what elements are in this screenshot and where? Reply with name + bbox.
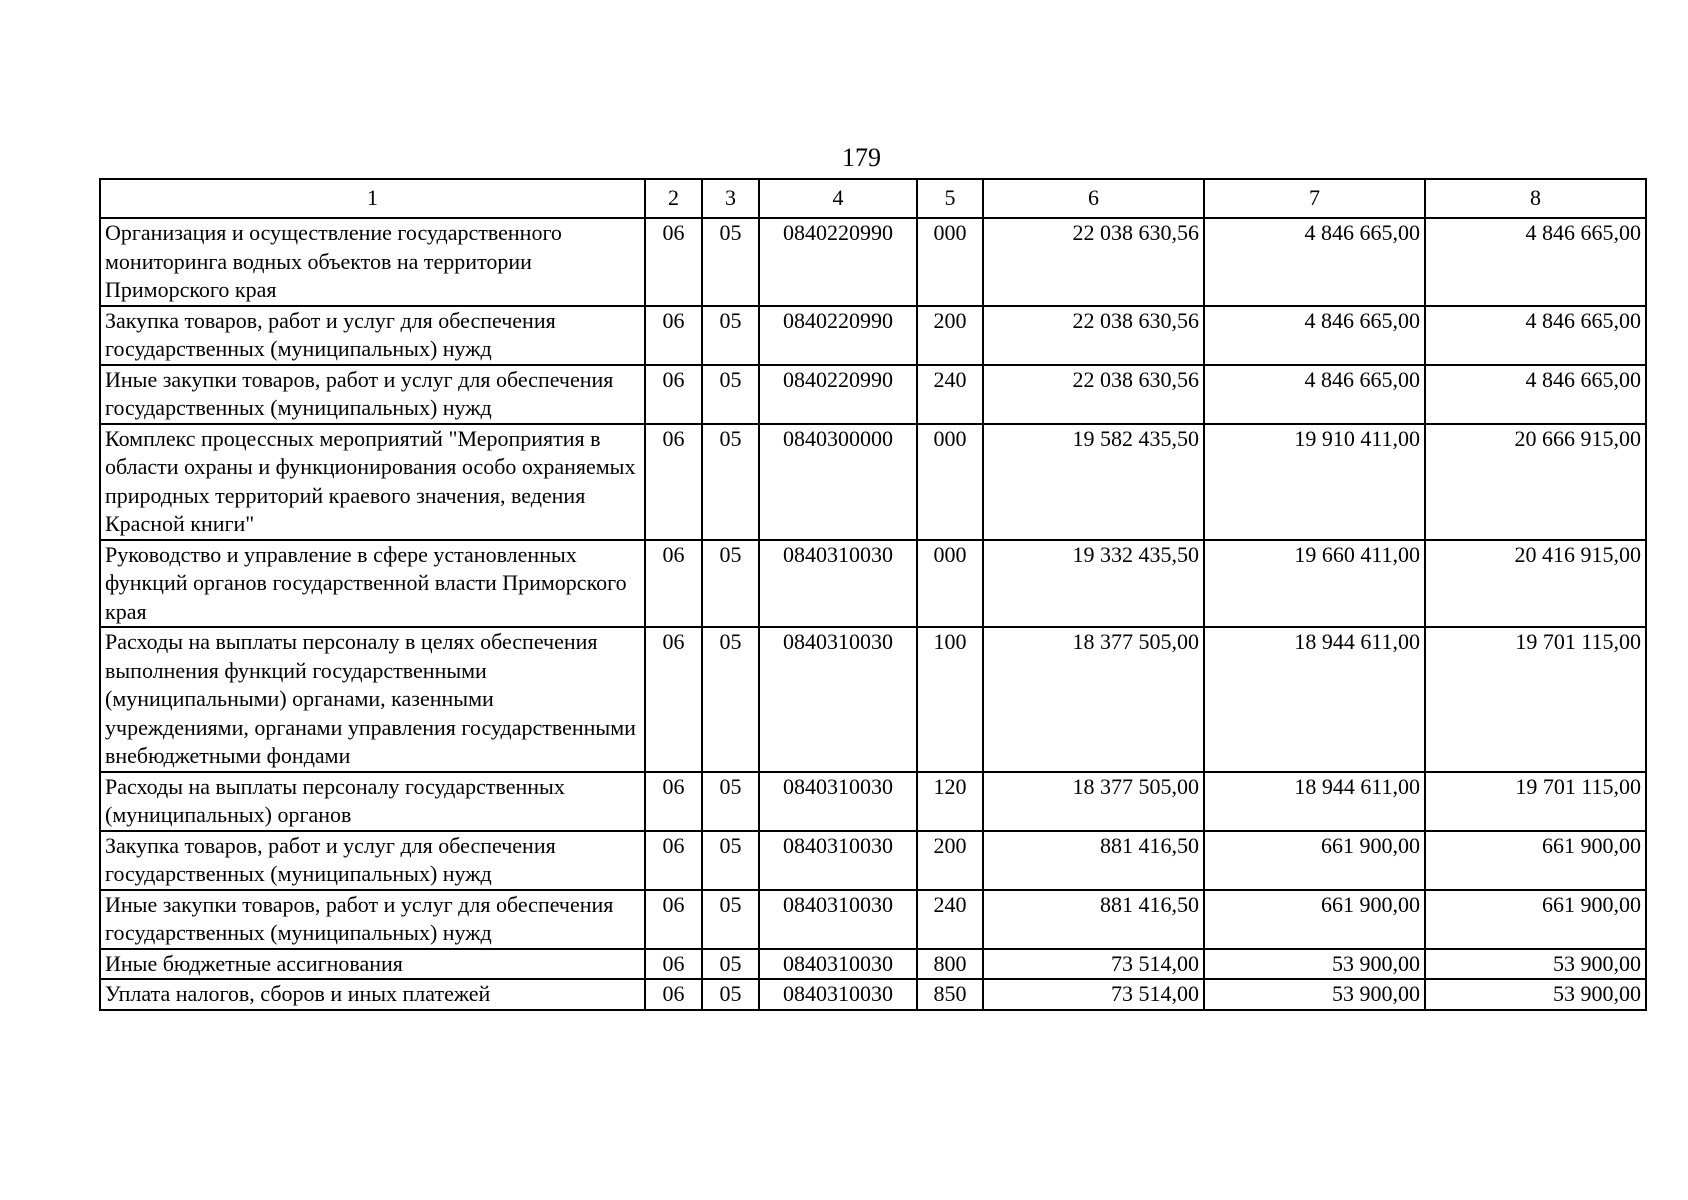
expense-type-cell: 000 xyxy=(917,218,983,306)
subsection-code-cell: 05 xyxy=(702,890,759,949)
amount-col-7-cell: 4 846 665,00 xyxy=(1204,306,1425,365)
subsection-code-cell: 05 xyxy=(702,306,759,365)
section-code-cell: 06 xyxy=(645,218,702,306)
section-code-cell: 06 xyxy=(645,365,702,424)
amount-col-7-cell: 661 900,00 xyxy=(1204,890,1425,949)
table-row xyxy=(100,627,1646,772)
section-code-cell: 06 xyxy=(645,540,702,628)
section-code-cell: 06 xyxy=(645,627,702,772)
table-row xyxy=(100,306,1646,365)
subsection-code-cell: 05 xyxy=(702,627,759,772)
target-article-cell: 0840300000 xyxy=(759,424,917,540)
header-col-7: 7 xyxy=(1204,179,1425,218)
amount-col-8-cell: 661 900,00 xyxy=(1425,890,1646,949)
amount-col-6-cell: 22 038 630,56 xyxy=(983,218,1204,306)
table-row xyxy=(100,772,1646,831)
amount-col-6-cell: 22 038 630,56 xyxy=(983,306,1204,365)
section-code-cell: 06 xyxy=(645,306,702,365)
expense-type-cell: 120 xyxy=(917,772,983,831)
target-article-cell: 0840310030 xyxy=(759,890,917,949)
header-col-4: 4 xyxy=(759,179,917,218)
expense-type-cell: 100 xyxy=(917,627,983,772)
amount-col-7-cell: 18 944 611,00 xyxy=(1204,627,1425,772)
target-article-cell: 0840310030 xyxy=(759,772,917,831)
row-name-cell: Организация и осуществление государственного мониторинга водных объектов на территории Приморского края xyxy=(100,218,645,306)
subsection-code-cell: 05 xyxy=(702,772,759,831)
row-name-cell: Руководство и управление в сфере установленных функций органов государственной власти Приморского края xyxy=(100,540,645,628)
table-row xyxy=(100,540,1646,628)
amount-col-6-cell: 22 038 630,56 xyxy=(983,365,1204,424)
header-col-6: 6 xyxy=(983,179,1204,218)
subsection-code-cell: 05 xyxy=(702,979,759,1010)
target-article-cell: 0840310030 xyxy=(759,949,917,980)
table-row xyxy=(100,831,1646,890)
target-article-cell: 0840310030 xyxy=(759,831,917,890)
amount-col-6-cell: 19 582 435,50 xyxy=(983,424,1204,540)
expense-type-cell: 800 xyxy=(917,949,983,980)
amount-col-6-cell: 73 514,00 xyxy=(983,949,1204,980)
amount-col-8-cell: 20 666 915,00 xyxy=(1425,424,1646,540)
subsection-code-cell: 05 xyxy=(702,218,759,306)
amount-col-7-cell: 661 900,00 xyxy=(1204,831,1425,890)
row-name-cell: Расходы на выплаты персоналу в целях обеспечения выполнения функций государственными (муниципальными) органами, казенными учреждениями, органами управления государственными внебюджетными фондами xyxy=(100,627,645,772)
expense-type-cell: 200 xyxy=(917,831,983,890)
subsection-code-cell: 05 xyxy=(702,949,759,980)
amount-col-7-cell: 4 846 665,00 xyxy=(1204,218,1425,306)
target-article-cell: 0840310030 xyxy=(759,979,917,1010)
table-body xyxy=(100,218,1646,1010)
section-code-cell: 06 xyxy=(645,979,702,1010)
amount-col-6-cell: 881 416,50 xyxy=(983,831,1204,890)
subsection-code-cell: 05 xyxy=(702,831,759,890)
header-col-2: 2 xyxy=(645,179,702,218)
amount-col-8-cell: 4 846 665,00 xyxy=(1425,365,1646,424)
table-row xyxy=(100,218,1646,306)
expense-type-cell: 000 xyxy=(917,540,983,628)
budget-table xyxy=(99,178,1647,1011)
row-name-cell: Закупка товаров, работ и услуг для обеспечения государственных (муниципальных) нужд xyxy=(100,831,645,890)
subsection-code-cell: 05 xyxy=(702,365,759,424)
row-name-cell: Расходы на выплаты персоналу государственных (муниципальных) органов xyxy=(100,772,645,831)
amount-col-8-cell: 4 846 665,00 xyxy=(1425,218,1646,306)
row-name-cell: Иные закупки товаров, работ и услуг для обеспечения государственных (муниципальных) нужд xyxy=(100,365,645,424)
amount-col-7-cell: 53 900,00 xyxy=(1204,949,1425,980)
amount-col-7-cell: 53 900,00 xyxy=(1204,979,1425,1010)
amount-col-6-cell: 19 332 435,50 xyxy=(983,540,1204,628)
amount-col-8-cell: 20 416 915,00 xyxy=(1425,540,1646,628)
section-code-cell: 06 xyxy=(645,424,702,540)
header-col-8: 8 xyxy=(1425,179,1646,218)
table-row xyxy=(100,949,1646,980)
page-number: 179 xyxy=(842,143,881,172)
table-row xyxy=(100,424,1646,540)
row-name-cell: Иные бюджетные ассигнования xyxy=(100,949,645,980)
table-row xyxy=(100,365,1646,424)
amount-col-8-cell: 19 701 115,00 xyxy=(1425,772,1646,831)
table-row xyxy=(100,979,1646,1010)
section-code-cell: 06 xyxy=(645,890,702,949)
amount-col-6-cell: 18 377 505,00 xyxy=(983,772,1204,831)
row-name-cell: Закупка товаров, работ и услуг для обеспечения государственных (муниципальных) нужд xyxy=(100,306,645,365)
target-article-cell: 0840220990 xyxy=(759,218,917,306)
amount-col-7-cell: 4 846 665,00 xyxy=(1204,365,1425,424)
expense-type-cell: 850 xyxy=(917,979,983,1010)
subsection-code-cell: 05 xyxy=(702,424,759,540)
table-row xyxy=(100,890,1646,949)
section-code-cell: 06 xyxy=(645,831,702,890)
row-name-cell: Уплата налогов, сборов и иных платежей xyxy=(100,979,645,1010)
section-code-cell: 06 xyxy=(645,772,702,831)
amount-col-6-cell: 18 377 505,00 xyxy=(983,627,1204,772)
amount-col-8-cell: 53 900,00 xyxy=(1425,949,1646,980)
header-row xyxy=(100,179,1646,218)
expense-type-cell: 240 xyxy=(917,365,983,424)
header-col-1: 1 xyxy=(100,179,645,218)
header-col-5: 5 xyxy=(917,179,983,218)
target-article-cell: 0840310030 xyxy=(759,627,917,772)
amount-col-8-cell: 19 701 115,00 xyxy=(1425,627,1646,772)
header-col-3: 3 xyxy=(702,179,759,218)
amount-col-6-cell: 73 514,00 xyxy=(983,979,1204,1010)
amount-col-7-cell: 18 944 611,00 xyxy=(1204,772,1425,831)
target-article-cell: 0840220990 xyxy=(759,306,917,365)
expense-type-cell: 000 xyxy=(917,424,983,540)
subsection-code-cell: 05 xyxy=(702,540,759,628)
amount-col-7-cell: 19 910 411,00 xyxy=(1204,424,1425,540)
amount-col-8-cell: 4 846 665,00 xyxy=(1425,306,1646,365)
target-article-cell: 0840220990 xyxy=(759,365,917,424)
row-name-cell: Иные закупки товаров, работ и услуг для обеспечения государственных (муниципальных) нужд xyxy=(100,890,645,949)
amount-col-8-cell: 661 900,00 xyxy=(1425,831,1646,890)
amount-col-6-cell: 881 416,50 xyxy=(983,890,1204,949)
target-article-cell: 0840310030 xyxy=(759,540,917,628)
expense-type-cell: 200 xyxy=(917,306,983,365)
expense-type-cell: 240 xyxy=(917,890,983,949)
amount-col-7-cell: 19 660 411,00 xyxy=(1204,540,1425,628)
amount-col-8-cell: 53 900,00 xyxy=(1425,979,1646,1010)
row-name-cell: Комплекс процессных мероприятий "Мероприятия в области охраны и функционирования особо охраняемых природных территорий краевого значения, ведения Красной книги" xyxy=(100,424,645,540)
section-code-cell: 06 xyxy=(645,949,702,980)
